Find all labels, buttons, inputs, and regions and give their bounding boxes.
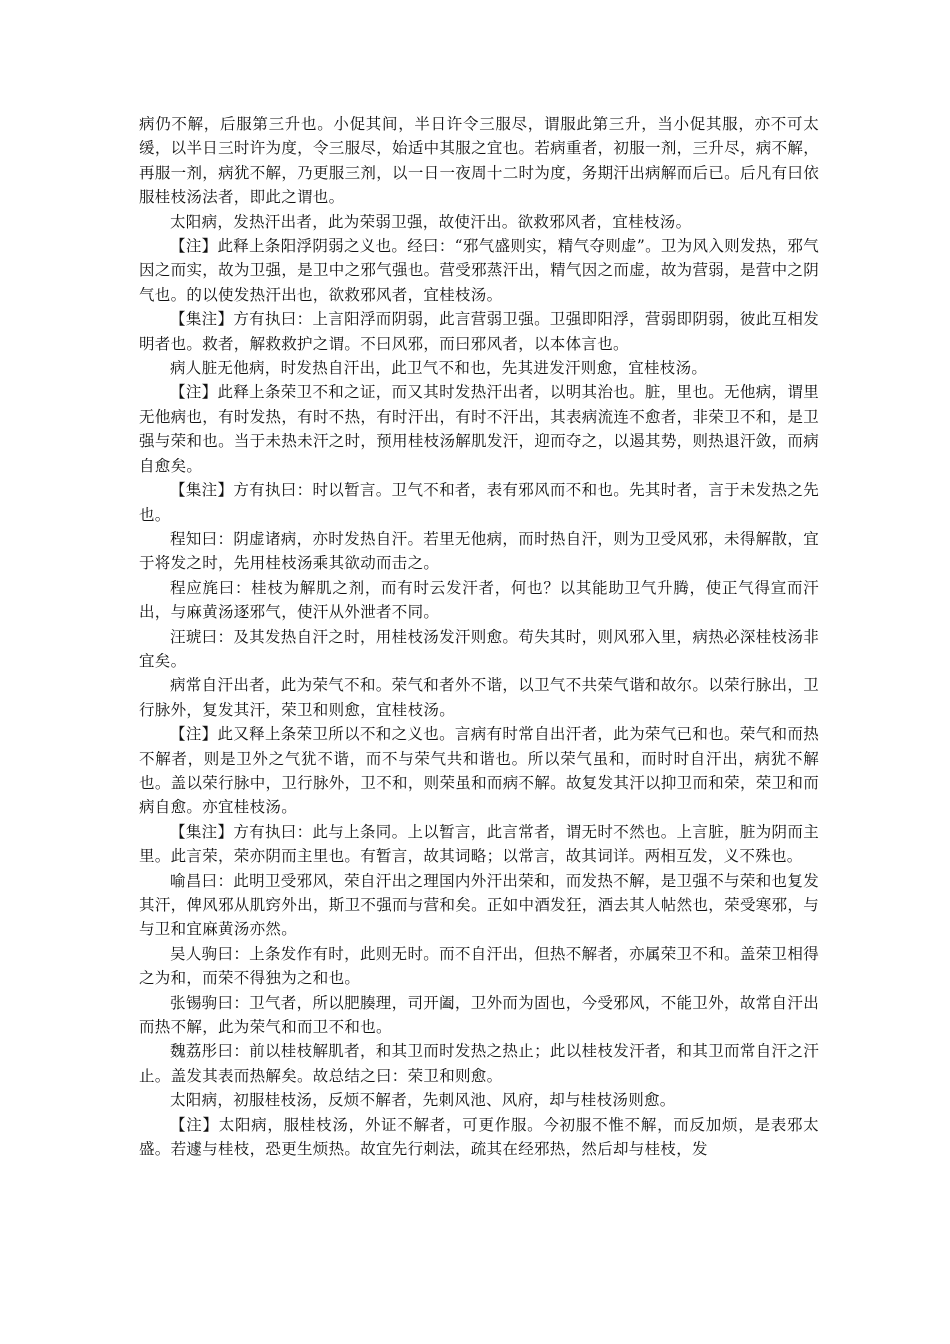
paragraph: 【注】此又释上条荣卫所以不和之义也。言病有时常自出汗者，此为荣气已和也。荣气和而热不解者，则是卫外之气犹不谐，而不与荣气共和谐也。所以荣气虽和，而时时自汗出，病犹不解也。盖以荣行脉中，卫行脉外，卫不和，则荣虽和而病不解。故复发其汗以抑卫而和荣，荣卫和而病自愈。亦宜桂枝汤。 [139,725,819,817]
paragraph: 程应旄曰：桂枝为解肌之剂，而有时云发汗者，何也？以其能助卫气升腾，使正气得宣而汗出，与麻黄汤逐邪气，使汗从外泄者不同。 [139,578,819,622]
paragraph: 魏荔彤曰：前以桂枝解肌者，和其卫而时发热之热止；此以桂枝发汗者，和其卫而常自汗之汗止。盖发其表而热解矣。故总结之曰：荣卫和则愈。 [139,1042,819,1085]
paragraph: 病常自汗出者，此为荣气不和。荣气和者外不谐，以卫气不共荣气谐和故尔。以荣行脉出，卫行脉外，复发其汗，荣卫和则愈，宜桂枝汤。 [139,676,819,719]
paragraph: 【集注】方有执曰：时以暂言。卫气不和者，表有邪风而不和也。先其时者，言于未发热之先也。 [139,481,819,524]
paragraph: 太阳病，初服桂枝汤，反烦不解者，先刺风池、风府，却与桂枝汤则愈。 [170,1091,676,1110]
paragraph: 喻昌曰：此明卫受邪风，荣自汗出之理国内外汗出荣和，而发热不解，是卫强不与荣和也复发其汗，俾风邪从肌窍外出，斯卫不强而与营和矣。正如中酒发狂，酒去其人帖然也，荣受寒邪，与与卫和宜麻黄汤亦然。 [139,871,819,939]
paragraph: 【集注】方有执曰：此与上条同。上以暂言，此言常者，谓无时不然也。上言脏，脏为阴而主里。此言荣，荣亦阴而主里也。有暂言，故其词略；以常言，故其词详。两相互发，义不殊也。 [139,822,819,866]
paragraph: 病仍不解，后服第三升也。小促其间，半日许令三服尽，谓服此第三升，当小促其服，亦不可太缓，以半日三时许为度，令三服尽，始适中其服之宜也。若病重者，初服一剂，三升尽，病不解，再服一剂，病犹不解，乃更服三剂，以一日一夜周十二时为度，务期汗出病解而后已。后凡有曰依服桂枝汤法者，即此之谓也。 [139,115,819,207]
paragraph: 汪琥曰：及其发热自汗之时，用桂枝汤发汗则愈。苟失其时，则风邪入里，病热必深桂枝汤非宜矣。 [139,627,819,670]
document-page [139,112,819,1161]
paragraph: 【注】此释上条阳浮阴弱之义也。经曰：“邪气盛则实，精气夺则虚”。卫为风入则发热，邪气因之而实，故为卫强，是卫中之邪气强也。营受邪蒸汗出，精气因之而虚，故为营弱，是营中之阴气也。的以使发热汗出也，欲救邪风者，宜桂枝汤。 [139,237,819,304]
paragraph: 张锡驹曰：卫气者，所以肥腠理，司开阖，卫外而为固也，今受邪风，不能卫外，故常自汗出而热不解，此为荣气和而卫不和也。 [139,993,819,1037]
paragraph: 【注】此释上条荣卫不和之证，而又其时发热汗出者，以明其治也。脏，里也。无他病，谓里无他病也，有时发热，有时不热，有时汗出，有时不汗出，其表病流连不愈者，非荣卫不和，是卫强与荣和也。当于未热未汗之时，预用桂枝汤解肌发汗，迎而夺之，以遏其势，则热退汗敛，而病自愈矣。 [139,383,819,475]
paragraph: 程知曰：阴虚诸病，亦时发热自汗。若里无他病，而时热自汗，则为卫受风邪，未得解散，宜于将发之时，先用桂枝汤乘其欲动而击之。 [139,529,819,573]
paragraph: 【注】太阳病，服桂枝汤，外证不解者，可更作服。今初服不惟不解，而反加烦，是表邪太盛。若遽与桂枝，恐更生烦热。故宜先行刺法，疏其在经邪热，然后却与桂枝，发 [139,1115,819,1159]
paragraph: 吴人驹曰：上条发作有时，此则无时。而不自汗出，但热不解者，亦属荣卫不和。盖荣卫相得之为和，而荣不得独为之和也。 [139,944,819,988]
paragraph: 病人脏无他病，时发热自汗出，此卫气不和也，先其进发汗则愈，宜桂枝汤。 [170,359,708,378]
paragraph: 【集注】方有执曰：上言阳浮而阴弱，此言营弱卫强。卫强即阳浮，营弱即阴弱，彼此互相发明者也。救者，解救救护之谓。不曰风邪，而曰邪风者，以本体言也。 [139,310,819,353]
paragraph: 太阳病，发热汗出者，此为荣弱卫强，故使汗出。欲救邪风者，宜桂枝汤。 [170,212,692,231]
